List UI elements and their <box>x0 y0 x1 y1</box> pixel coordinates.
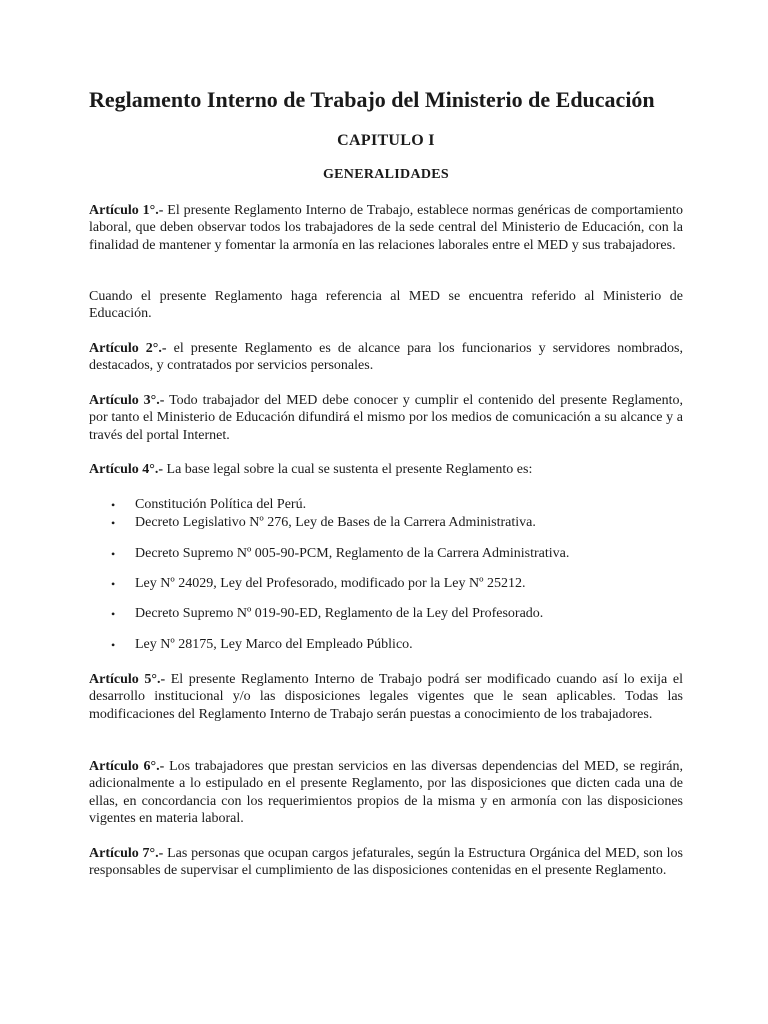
list-item <box>89 496 683 514</box>
list-item-text: Decreto Legislativo Nº 276, Ley de Bases de la Carrera Administrativa. <box>135 515 536 530</box>
article-5-text: El presente Reglamento Interno de Trabajo podrá ser modificado cuando así lo exija el desarrollo institucional y/o las disposiciones legales vigentes que le sean aplicables. Todas las modificaciones del Reglamento Interno de Trabajo serán puestas a conocimiento de los trabajadores. <box>89 672 683 722</box>
article-6-label: Artículo 6°.- <box>89 759 165 774</box>
article-7-text: Las personas que ocupan cargos jefaturales, según la Estructura Orgánica del MED, son los responsables de supervisar el cumplimiento de las disposiciones contenidas en el presente Reglamento. <box>89 846 683 879</box>
bullet-icon: • <box>111 638 116 652</box>
article-2-label: Artículo 2°.- <box>89 341 167 356</box>
list-item-text: Decreto Supremo Nº 019-90-ED, Reglamento de la Ley del Profesorado. <box>135 606 544 621</box>
article-2-text: el presente Reglamento es de alcance para los funcionarios y servidores nombrados, destacados, y contratados por servicios personales. <box>89 341 683 374</box>
chapter-heading: CAPITULO I <box>337 132 435 149</box>
article-4-text: La base legal sobre la cual se sustenta el presente Reglamento es: <box>163 462 533 477</box>
article-3-text: Todo trabajador del MED debe conocer y cumplir el contenido del presente Reglamento, por tanto el Ministerio de Educación difundirá el mismo por los medios de comunicación a su alcance y a través del portal Internet. <box>89 393 683 443</box>
section-heading: GENERALIDADES <box>322 167 450 182</box>
article-6-text: Los trabajadores que prestan servicios en las diversas dependencias del MED, se regirán, adicionalmente a lo estipulado en el presente Reglamento, por las disposiciones que dicten cada una de ellas, en concordancia con los requerimientos propios de la misma y en armonía con las disposiciones vigentes en materia laboral. <box>89 759 683 827</box>
article-1-text: El presente Reglamento Interno de Trabajo, establece normas genéricas de comportamiento laboral, que deben observar todos los trabajadores de la sede central del Ministerio de Educación, con la finalidad de mantener y fomentar la armonía en las relaciones laborales entre el MED y sus trabajadores. <box>89 203 683 253</box>
bullet-icon: • <box>111 547 116 561</box>
article-6 <box>89 758 683 828</box>
article-5-label: Artículo 5°.- <box>89 672 166 687</box>
article-4-label: Artículo 4°.- <box>89 462 164 477</box>
article-3 <box>89 392 683 444</box>
article-7 <box>89 845 683 880</box>
article-1-extra <box>89 288 683 323</box>
article-7-label: Artículo 7°.- <box>89 846 164 861</box>
article-1 <box>89 202 683 254</box>
bullet-icon: • <box>111 498 116 512</box>
list-item <box>89 636 683 654</box>
article-2 <box>89 340 683 375</box>
bullet-icon: • <box>111 516 116 530</box>
list-item <box>89 605 683 623</box>
article-3-label: Artículo 3°.- <box>89 393 165 408</box>
document-title: Reglamento Interno de Trabajo del Ministerio de Educación <box>89 87 655 112</box>
article-5 <box>89 671 683 723</box>
list-item <box>89 575 683 593</box>
list-item <box>89 514 683 532</box>
list-item-text: Constitución Política del Perú. <box>135 497 307 512</box>
bullet-icon: • <box>111 577 116 591</box>
list-item <box>89 545 683 563</box>
article-1-label: Artículo 1°.- <box>89 203 164 218</box>
list-item-text: Ley Nº 28175, Ley Marco del Empleado Público. <box>135 637 413 652</box>
bullet-icon: • <box>111 607 116 621</box>
article-4 <box>89 461 683 478</box>
list-item-text: Decreto Supremo Nº 005-90-PCM, Reglamento de la Carrera Administrativa. <box>135 546 570 561</box>
list-item-text: Ley Nº 24029, Ley del Profesorado, modificado por la Ley Nº 25212. <box>135 576 526 591</box>
document-page <box>89 0 683 1024</box>
article-1-extra-text: Cuando el presente Reglamento haga referencia al MED se encuentra referido al Ministerio de Educación. <box>89 289 683 322</box>
